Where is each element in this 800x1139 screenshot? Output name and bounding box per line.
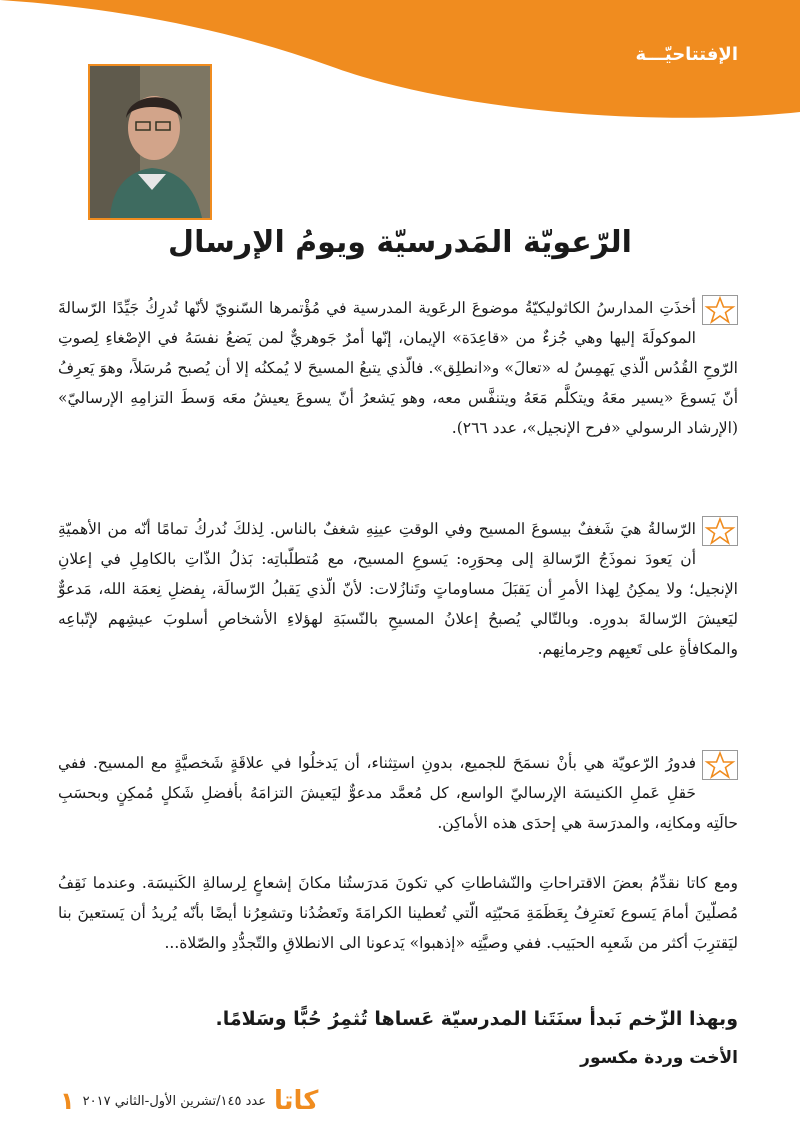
star-icon xyxy=(702,750,738,780)
page-number: ١ xyxy=(60,1087,75,1115)
paragraph-4 xyxy=(58,868,738,958)
magazine-logo: كاتا xyxy=(273,1086,319,1116)
paragraph-2-text: الرّسالةُ هيَ شَغفٌ بيسوعَ المسيح وفي الوقتِ عينِهِ شغفٌ بالناس. لِذلكَ نُدركُ تمامًا أنّه من الأهميّةِ أن يَعودَ نموذَجُ الرّسالةِ إلى مِحوَرِه: يَسوعِ المسيح، مع مُتطلّباتِه: بَذلُ الذّاتِ بالكامِلِ في إعلانِ الإنجيل؛ ولا يمكِنُ لِهذا الأمرِ أن يَقبَلَ مساوماتٍ وتَنازُلات: لأنّ الّذي يَقبلُ الرّسالَة، بِفضلِ نِعمَة الله، مَدعوٌّ ليَعيشَ الرّسالةَ بدورِه. وبالتّالي يُصبحُ إعلانُ المسيحِ بالنّسبَةِ لهؤلاءِ الأشخاصِ أسلوبَ عيشِهم لإتّباعِه والمكافأةِ على تَعبِهم وحِرمانِهم. xyxy=(58,520,738,658)
paragraph-1 xyxy=(58,293,738,443)
star-icon xyxy=(702,516,738,546)
paragraph-3-text: فدورُ الرّعويّة هي بأنْ نسمَحَ للجميع، بدونِ استِثناء، أن يَدخلُوا في علاقَةٍ شَخصيَّةٍ مع المسيح. ففي حَقلِ عَملِ الكنيسَة الإرساليّ الواسع، كل مُعمَّد مدعوٌّ ليَعيشَ التزامَهُ بأفضلِ شَكلٍ مُمكِنٍ وبحسَبِ حالَتِه ومكانِه، والمدرَسة هي إحدَى هذه الأماكِن. xyxy=(58,754,738,832)
page-footer xyxy=(60,1086,318,1116)
paragraph-4-text: ومع كاتا نقدِّمُ بعضَ الاقتراحاتِ والنّشاطاتِ كي تكونَ مَدرَستُنا مكانَ إشعاعٍ لِرسالةِ الكَنيسَة. وعندما نَقِفُ مُصلّينَ أمامَ يَسوع نَعترِفُ بِعَظَمَةِ مَحبّتِه الّتي تُعطينا الكرامَةَ وتَعضُدُنا وتشعِرُنا أيضًا بأنّه يُريدُ أن يَستعينَ بنا ليَقترِبَ أكثر من شَعبِه الحبَيب. ففي وصيَّتِه «إذهبوا» يَدعونا الى الانطلاقِ والتّجدُّدِ والصّلاة... xyxy=(58,874,738,952)
section-label: الإفتتاحيّـــة xyxy=(635,44,738,65)
closing-line: وبهذا الزّخم نَبدأ سنَتَنا المدرسيّة عَساها تُثمِرُ حُبًّا وسَلامًا. xyxy=(215,1008,738,1030)
issue-info: عدد ١٤٥/تشرين الأول-الثاني ٢٠١٧ xyxy=(82,1093,266,1109)
paragraph-2 xyxy=(58,514,738,664)
author-photo xyxy=(88,64,212,220)
paragraph-1-text: أخذَتِ المدارسُ الكاثوليكيّةُ موضوعَ الرعَوية المدرسية في مُؤْتمرها السّنويّ لأنّها تُدرِكُ جَيِّدًا الرّسالةَ الموكولَةَ إليها وهي جُزءٌ من «قاعِدَة» الإيمان، إنّها أمرٌ جَوهريٌّ لمن يَضعُ نفسَهُ في الإصْغاءِ لِصوتِ الرّوحِ القُدُس الّذي يَهمِسُ له «تعالَ» و«انطلِق». فالّذي يتبعُ المسيحَ لا يُمكنُه إلا أن يُصبح مُرسَلاً، وهوَ يَعرِفُ أنّ يَسوعَ «يسير معَهُ ويتكلَّم مَعَهُ ويتنفَّس معه، وهو يَشعرُ أنّ يسوعَ يعيشُ معَه وَسطَ التزامِهِ الإرساليّ» (الإرشاد الرسولي «فرح الإنجيل»، عدد ٢٦٦). xyxy=(58,299,738,437)
article-title: الرّعويّة المَدرسيّة ويومُ الإرسال xyxy=(168,225,632,260)
paragraph-3 xyxy=(58,748,738,838)
author-signature: الأخت وردة مكسور xyxy=(580,1048,738,1068)
star-icon xyxy=(702,295,738,325)
